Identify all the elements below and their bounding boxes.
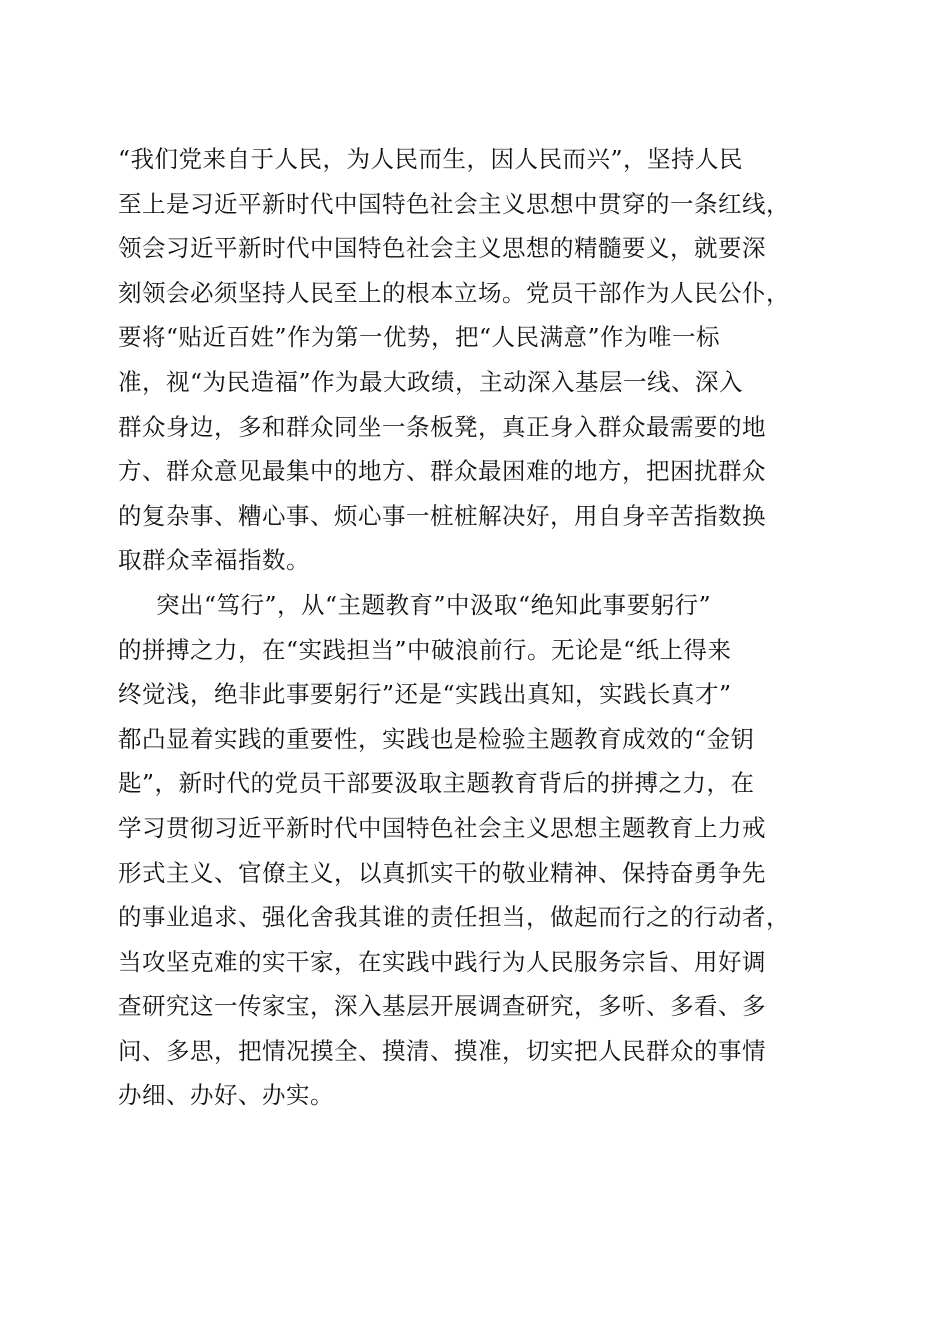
paragraph-2-line-2: 的拼搏之力，在“实践担当”中破浪前行。无论是“纸上得来 (118, 635, 732, 664)
paragraph-2-line-9: 当攻坚克难的实干家，在实践中践行为人民服务宗旨、用好调 (118, 947, 766, 976)
paragraph-1-line-10: 取群众幸福指数。 (118, 546, 310, 575)
paragraph-1-line-1: “我们党来自于人民，为人民而生，因人民而兴”，坚持人民 (118, 145, 744, 173)
paragraph-1-line-2: 至上是习近平新时代中国特色社会主义思想中贯穿的一条红线， (118, 189, 790, 218)
paragraph-1-line-4: 刻领会必须坚持人民至上的根本立场。党员干部作为人民公仆， (118, 278, 790, 307)
paragraph-1-line-8: 方、群众意见最集中的地方、群众最困难的地方，把困扰群众 (118, 457, 766, 486)
paragraph-2-line-1: 突出“笃行”，从“主题教育”中汲取“绝知此事要躬行” (156, 590, 712, 619)
paragraph-2-line-11: 问、多思，把情况摸全、摸清、摸准，切实把人民群众的事情 (118, 1036, 766, 1065)
paragraph-2-line-6: 学习贯彻习近平新时代中国特色社会主义思想主题教育上力戒 (118, 813, 766, 842)
paragraph-2-line-3: 终觉浅，绝非此事要躬行”还是“实践出真知，实践长真才” (118, 680, 732, 709)
paragraph-2-line-4: 都凸显着实践的重要性，实践也是检验主题教育成效的“金钥 (118, 724, 755, 753)
paragraph-1-line-5: 要将“贴近百姓”作为第一优势，把“人民满意”作为唯一标 (118, 323, 721, 352)
paragraph-1-line-7: 群众身边，多和群众同坐一条板凳，真正身入群众最需要的地 (118, 412, 766, 441)
paragraph-1-line-3: 领会习近平新时代中国特色社会主义思想的精髓要义，就要深 (118, 234, 766, 263)
document-body (118, 137, 838, 1118)
paragraph-2 (118, 583, 838, 1118)
paragraph-2-line-7: 形式主义、官僚主义，以真抓实干的敬业精神、保持奋勇争先 (118, 858, 766, 887)
paragraph-2-line-10: 查研究这一传家宝，深入基层开展调查研究，多听、多看、多 (118, 992, 766, 1021)
paragraph-2-line-5: 匙”，新时代的党员干部要汲取主题教育背后的拼搏之力，在 (118, 769, 755, 798)
paragraph-2-line-12: 办细、办好、办实。 (118, 1081, 334, 1110)
paragraph-1-line-9: 的复杂事、糟心事、烦心事一桩桩解决好，用自身辛苦指数换 (118, 501, 766, 530)
paragraph-1-line-6: 准，视“为民造福”作为最大政绩，主动深入基层一线、深入 (118, 367, 744, 396)
paragraph-1 (118, 137, 838, 583)
paragraph-2-line-8: 的事业追求、强化舍我其谁的责任担当，做起而行之的行动者， (118, 903, 790, 932)
